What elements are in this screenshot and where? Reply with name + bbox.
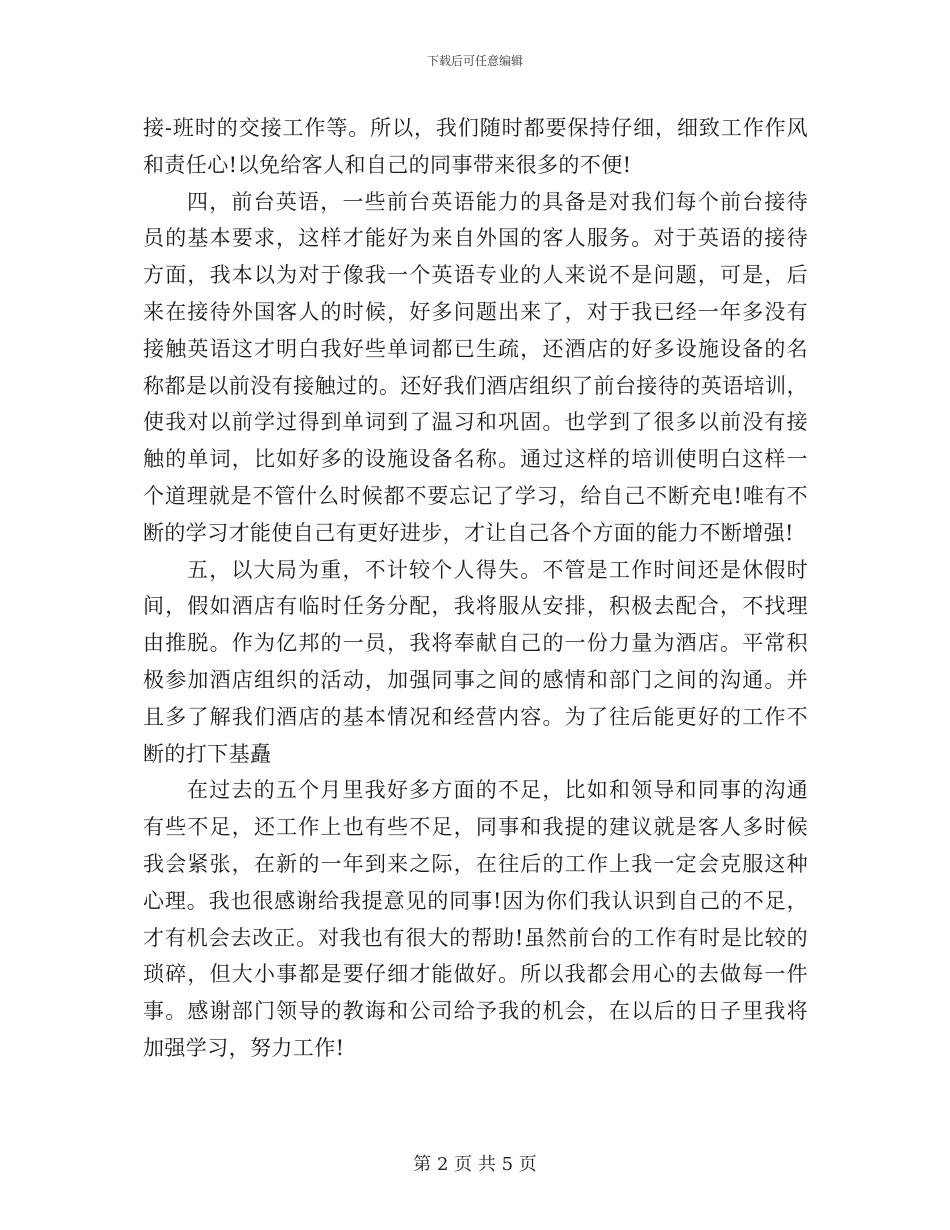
page-header: 下载后可任意编辑 — [426, 54, 523, 68]
text-line: 使我对以前学过得到单词到了温习和巩固。也学到了很多以前没有接 — [143, 410, 808, 435]
paragraph-first-line: 在过去的五个月里我好多方面的不足，比如和领导和同事的沟通 — [187, 778, 808, 803]
text-line: 心理。我也很感谢给我提意见的同事!因为你们我认识到自己的不足， — [143, 888, 808, 913]
page-number: 第 2 页 共 5 页 — [413, 1154, 537, 1175]
text-line: 事。感谢部门领导的教诲和公司给予我的机会，在以后的日子里我将 — [143, 999, 808, 1024]
paragraph-first-line: 五，以大局为重，不计较个人得失。不管是工作时间还是休假时 — [187, 557, 808, 582]
text-line: 由推脱。作为亿邦的一员，我将奉献自己的一份力量为酒店。平常积 — [143, 631, 808, 656]
text-line: 触的单词，比如好多的设施设备名称。通过这样的培训使明白这样一 — [143, 447, 808, 472]
text-line: 有些不足，还工作上也有些不足，同事和我提的建议就是客人多时候 — [143, 815, 808, 840]
text-line: 断的打下基矗 — [143, 741, 272, 766]
text-line: 称都是以前没有接触过的。还好我们酒店组织了前台接待的英语培训， — [143, 373, 808, 398]
text-line: 才有机会去改正。对我也有很大的帮助!虽然前台的工作有时是比较的 — [143, 925, 808, 950]
text-line: 接-班时的交接工作等。所以，我们随时都要保持仔细，细致工作作风 — [143, 116, 808, 140]
text-line: 员的基本要求，这样才能好为来自外国的客人服务。对于英语的接待 — [143, 226, 808, 251]
text-line: 加强学习，努力工作! — [143, 1035, 345, 1060]
text-line: 方面，我本以为对于像我一个英语专业的人来说不是问题，可是，后 — [143, 263, 808, 288]
text-line: 个道理就是不管什么时候都不要忘记了学习，给自己不断充电!唯有不 — [143, 483, 808, 508]
text-line: 和责任心!以免给客人和自己的同事带来很多的不便! — [143, 152, 632, 177]
text-line: 极参加酒店组织的活动，加强同事之间的感情和部门之间的沟通。并 — [143, 667, 808, 692]
text-line: 接触英语这才明白我好些单词都已生疏，还酒店的好多设施设备的名 — [143, 336, 808, 361]
text-line: 来在接待外国客人的时候，好多问题出来了，对于我已经一年多没有 — [143, 299, 808, 324]
text-line: 且多了解我们酒店的基本情况和经营内容。为了往后能更好的工作不 — [143, 704, 808, 729]
paragraph-first-line: 四，前台英语，一些前台英语能力的具备是对我们每个前台接待 — [187, 189, 808, 214]
text-line: 断的学习才能使自己有更好进步，才让自己各个方面的能力不断增强! — [143, 520, 794, 545]
text-line: 琐碎，但大小事都是要仔细才能做好。所以我都会用心的去做每一件 — [143, 962, 808, 987]
text-line: 我会紧张，在新的一年到来之际，在往后的工作上我一定会克服这种 — [143, 851, 808, 876]
document-body — [143, 110, 808, 1067]
text-line: 间，假如酒店有临时任务分配，我将服从安排，积极去配合，不找理 — [143, 594, 808, 619]
